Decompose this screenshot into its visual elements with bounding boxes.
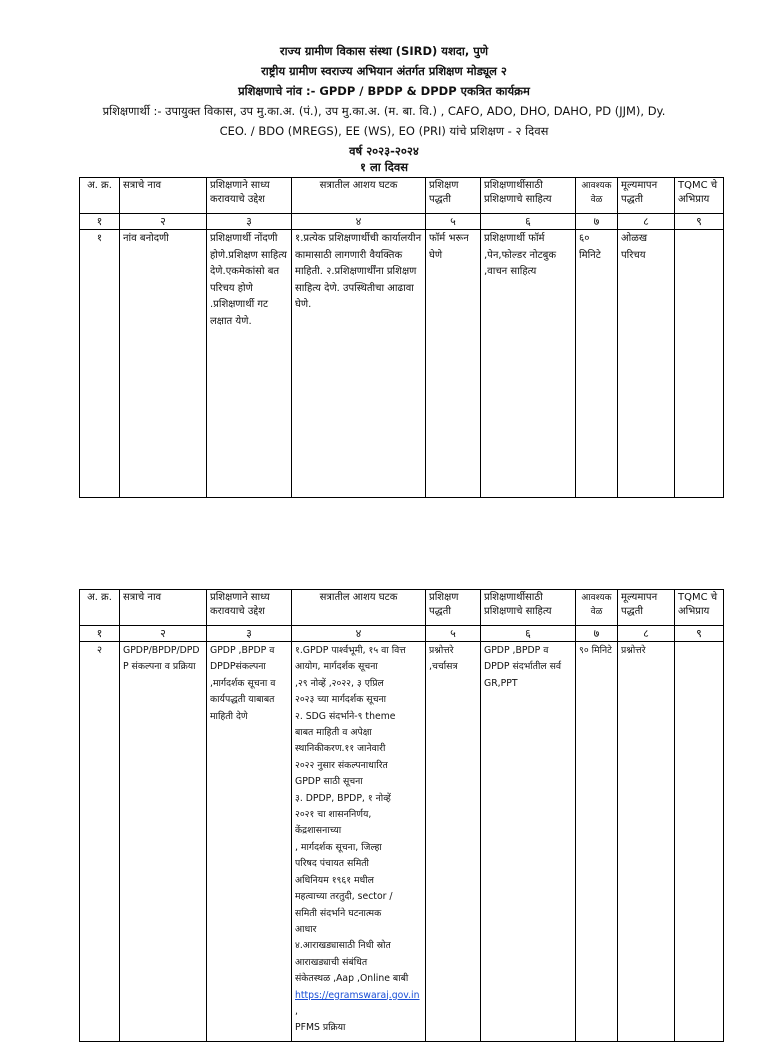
- cell-tqmc: [675, 642, 724, 1042]
- col-number: ६: [481, 626, 576, 642]
- content-line: आयोग, मार्गदर्शक सूचना: [295, 661, 378, 673]
- col-number: ९: [675, 214, 724, 230]
- header-line-2: राष्ट्रीय ग्रामीण स्वराज्य अभियान अंतर्गत प्रशिक्षण मोड्यूल २: [261, 64, 507, 78]
- content-line: अधिनियम १९६१ मधील: [295, 874, 374, 886]
- cell-material: प्रशिक्षणार्थी फॉर्म ,पेन,फोल्डर नोटबुक ,वाचन साहित्य: [481, 230, 576, 498]
- col-number: २: [120, 214, 207, 230]
- cell-content: १.प्रत्येक प्रशिक्षणार्थीची कार्यालयीन कामासाठी लागणारी वैयक्तिक माहिती. २.प्रशिक्षणार्थींना प्रशिक्षण साहित्य देणे. उपस्थितीचा आढावा घेणे.: [292, 230, 426, 498]
- header-line-1: राज्य ग्रामीण विकास संस्था (SIRD) यशदा, पुणे: [279, 44, 489, 58]
- cell-material: GPDP ,BPDP व DPDP संदर्भातील सर्व GR,PPT: [481, 642, 576, 1042]
- cell-evaluation: प्रश्नोत्तरे: [618, 642, 675, 1042]
- table-row: [80, 230, 724, 498]
- content-line: , मार्गदर्शक सूचना, जिल्हा: [295, 841, 382, 853]
- col-number: १: [80, 626, 120, 642]
- cell-time: ९० मिनिटे: [576, 642, 618, 1042]
- col-header-evaluation: मूल्यमापन पद्धती: [618, 178, 675, 214]
- content-line: समिती संदर्भाने घटनात्मक: [295, 907, 382, 919]
- cell-method: फॉर्म भरून घेणे: [426, 230, 481, 498]
- content-line: आराखड्याची संबंधित: [295, 956, 368, 968]
- col-header-session: सत्राचे नाव: [120, 178, 207, 214]
- table-header-row: [80, 590, 724, 626]
- cell-tqmc: [675, 230, 724, 498]
- col-number: ४: [292, 214, 426, 230]
- col-number: ८: [618, 214, 675, 230]
- session-table-1: [79, 177, 724, 498]
- content-line: ,२९ नोव्हें ,२०२२, ३ एप्रिल: [295, 677, 384, 689]
- col-number: ३: [207, 626, 292, 642]
- content-line: GPDP साठी सूचना: [295, 776, 363, 788]
- content-line: ४.आराखड्यासाठी निधी स्रोत: [295, 940, 391, 952]
- col-header-time: आवश्यक वेळ: [576, 590, 618, 626]
- col-number: १: [80, 214, 120, 230]
- col-header-time: आवश्यक वेळ: [576, 178, 618, 214]
- content-line: २०२२ नुसार संकल्पनाधारित: [295, 759, 388, 771]
- col-number: २: [120, 626, 207, 642]
- cell-time: ६० मिनिटे: [576, 230, 618, 498]
- col-number: ४: [292, 626, 426, 642]
- col-header-session: सत्राचे नाव: [120, 590, 207, 626]
- header-line-6: वर्ष २०२३-२०२४: [349, 144, 419, 158]
- content-line: बाबत माहिती व अपेक्षा: [295, 727, 372, 739]
- table-row: [80, 642, 724, 1042]
- content-line: परिषद पंचायत समिती: [295, 858, 369, 870]
- col-header-method: प्रशिक्षण पद्धती: [426, 590, 481, 626]
- content-line: महत्वाच्या तरतुदी, sector /: [295, 891, 393, 903]
- header-line-7: १ ला दिवस: [359, 160, 408, 174]
- column-number-row: [80, 626, 724, 642]
- col-number: ३: [207, 214, 292, 230]
- content-line: २०२१ चा शासननिर्णय,: [295, 809, 372, 821]
- header-line-4: प्रशिक्षणार्थी :- उपायुक्त विकास, उप मु.का.अ. (पं.), उप मु.का.अ. (म. बा. वि.) , CAFO, ADO, DHO, DAHO, PD (JJM), Dy.: [102, 104, 666, 118]
- content-line: स्थानिकीकरण.११ जानेवारी: [295, 743, 386, 755]
- col-number: ९: [675, 626, 724, 642]
- content-link-suffix: ,: [295, 1005, 298, 1017]
- content-line: ३. DPDP, BPDP, १ नोव्हें: [295, 792, 391, 804]
- col-header-material: प्रशिक्षणार्थीसाठी प्रशिक्षणाचे साहित्य: [481, 178, 576, 214]
- content-line: केंद्रशासनाच्या: [295, 825, 342, 837]
- content-link-line: [295, 988, 422, 1021]
- cell-method: प्रश्नोत्तरे ,चर्चासत्र: [426, 642, 481, 1042]
- col-header-content: सत्रातील आशय घटक: [292, 178, 426, 214]
- col-number: ५: [426, 214, 481, 230]
- egramswaraj-link[interactable]: https://egramswaraj.gov.in: [295, 989, 420, 1001]
- col-header-content: सत्रातील आशय घटक: [292, 590, 426, 626]
- column-number-row: [80, 214, 724, 230]
- cell-session: GPDP/BPDP/DPDP संकल्पना व प्रक्रिया: [120, 642, 207, 1042]
- content-line: २. SDG संदर्भाने-९ theme: [295, 710, 396, 722]
- content-line-list: [295, 643, 422, 988]
- header-line-3: प्रशिक्षणाचे नांव :- GPDP / BPDP & DPDP एकत्रित कार्यक्रम: [238, 84, 530, 98]
- col-number: ७: [576, 214, 618, 230]
- col-number: ६: [481, 214, 576, 230]
- header-line-5: CEO. / BDO (MREGS), EE (WS), EO (PRI) यांचे प्रशिक्षण - २ दिवस: [219, 124, 549, 138]
- col-number: ८: [618, 626, 675, 642]
- table-header-row: [80, 178, 724, 214]
- content-last-line: PFMS प्रक्रिया: [295, 1022, 346, 1034]
- col-header-tqmc: TQMC चे अभिप्राय: [675, 178, 724, 214]
- cell-evaluation: ओळख परिचय: [618, 230, 675, 498]
- cell-objective: GPDP ,BPDP व DPDPसंकल्पना ,मार्गदर्शक सूचना व कार्यपद्धती याबाबत माहिती देणे: [207, 642, 292, 1042]
- col-header-method: प्रशिक्षण पद्धती: [426, 178, 481, 214]
- col-header-sr: अ. क्र.: [80, 178, 120, 214]
- content-line: १.GPDP पार्श्वभूमी, १५ वा वित्त: [295, 645, 406, 656]
- col-header-material: प्रशिक्षणार्थीसाठी प्रशिक्षणाचे साहित्य: [481, 590, 576, 626]
- col-header-sr: अ. क्र.: [80, 590, 120, 626]
- cell-session: नांव बनोदणी: [120, 230, 207, 498]
- cell-objective: प्रशिक्षणार्थी नोंदणी होणे.प्रशिक्षण साहित्य देणे.एकमेकांसो बत परिचय होणे .प्रशिक्षणार्थी गट लक्षात येणे.: [207, 230, 292, 498]
- col-header-evaluation: मूल्यमापन पद्धती: [618, 590, 675, 626]
- cell-content: [292, 642, 426, 1042]
- cell-sr: २: [80, 642, 120, 1042]
- col-number: ७: [576, 626, 618, 642]
- col-header-objective: प्रशिक्षणाने साध्य करावयाचे उद्देश: [207, 590, 292, 626]
- session-table-2: [79, 589, 724, 1042]
- col-number: ५: [426, 626, 481, 642]
- content-line: आधार: [295, 923, 317, 935]
- content-line: संकेतस्थळ ,Aap ,Online बाबी: [295, 973, 409, 985]
- col-header-tqmc: TQMC चे अभिप्राय: [675, 590, 724, 626]
- content-line: २०२३ च्या मार्गदर्शक सूचना: [295, 694, 387, 706]
- cell-sr: १: [80, 230, 120, 498]
- col-header-objective: प्रशिक्षणाने साध्य करावयाचे उद्देश: [207, 178, 292, 214]
